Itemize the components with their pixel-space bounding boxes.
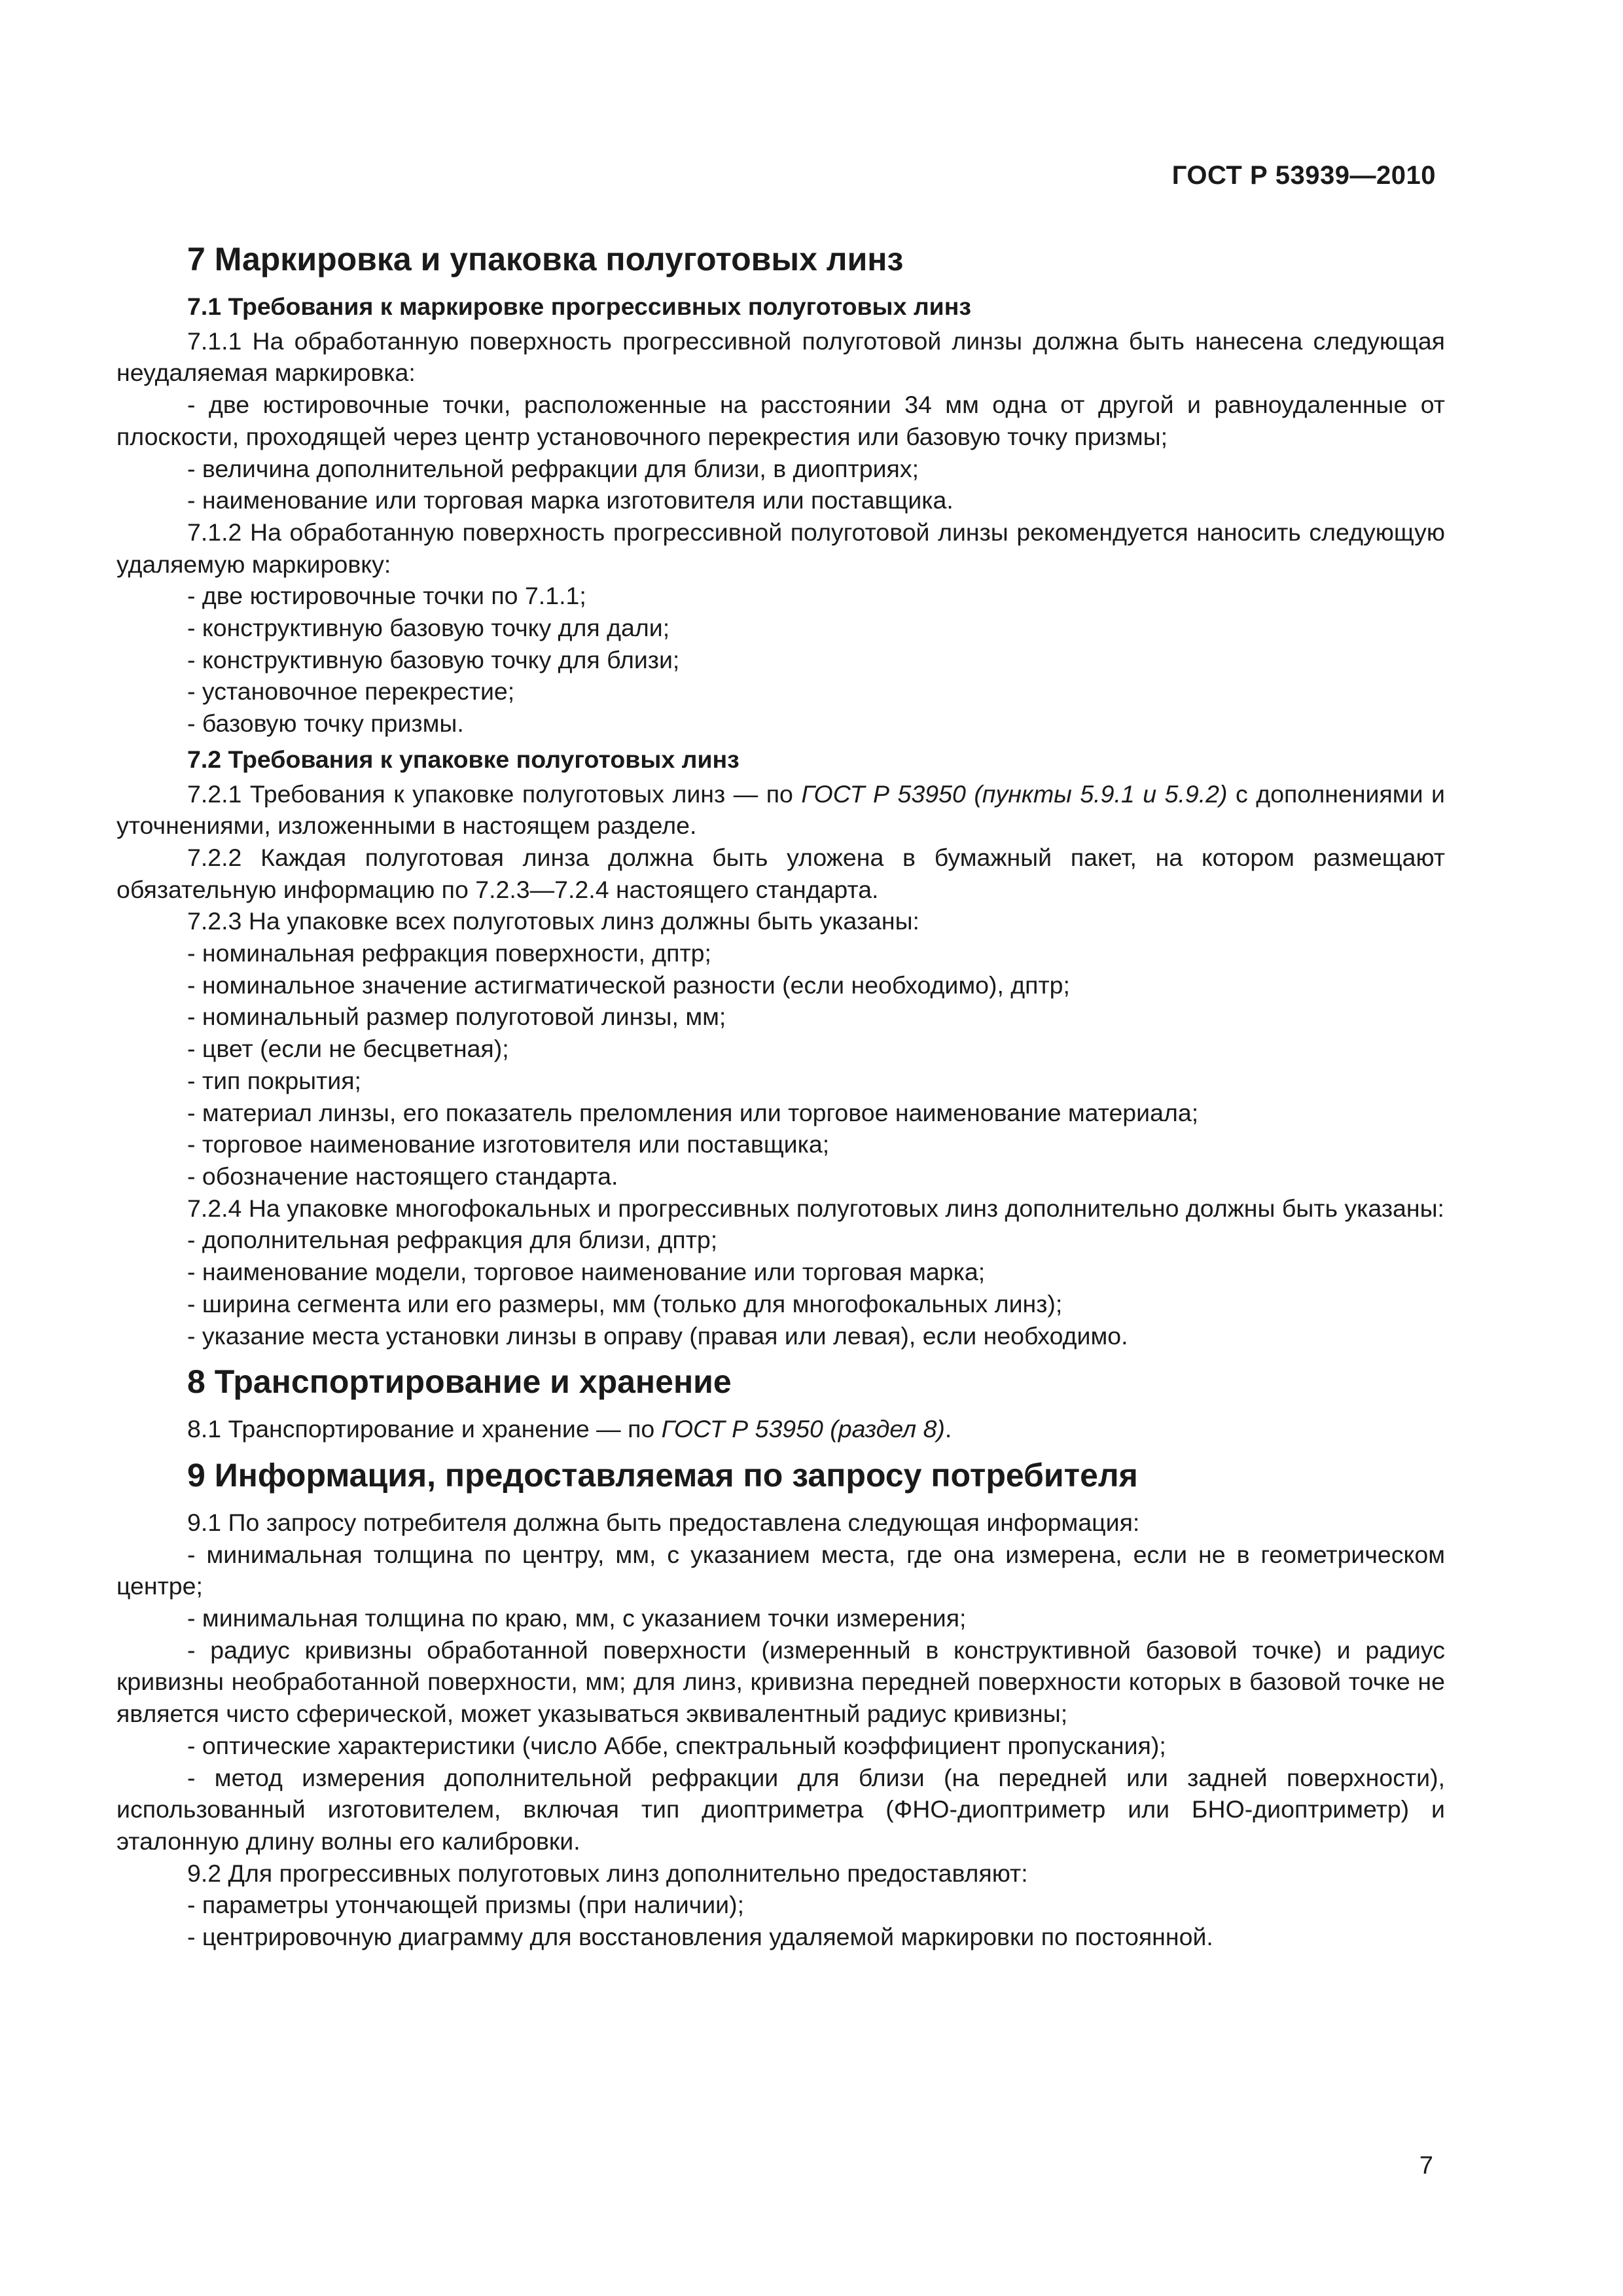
list-item: - минимальная толщина по краю, мм, с указанием точки измерения; [187,1604,967,1632]
list-item: - минимальная толщина по центру, мм, с указанием места, где она измерена, если не в геометрическом центре; [116,1540,1445,1600]
list-item: - номинальный размер полуготовой линзы, мм; [187,1003,726,1031]
list-item: - базовую точку призмы. [187,709,464,738]
standard-designation: ГОСТ Р 53939—2010 [1171,161,1436,190]
list-item: - конструктивную базовую точку для близи; [187,645,680,673]
list-item: - установочное перекрестие; [187,677,515,706]
standard-reference: ГОСТ Р 53950 (раздел 8) [661,1415,945,1443]
list-item: - наименование или торговая марка изготовителя или поставщика. [187,486,954,514]
list-item: - материал линзы, его показатель преломления или торговое наименование материала; [187,1098,1199,1126]
list-item: - две юстировочные точки по 7.1.1; [187,582,586,610]
list-item: - обозначение настоящего стандарта. [187,1162,618,1190]
paragraph-7-1-2: 7.1.2 На обработанную поверхность прогрессивной полуготовой линзы рекомендуется наносить следующую удаляемую маркировку: [116,518,1445,578]
list-item: - наименование модели, торговое наименование или торговая марка; [187,1258,986,1286]
subsection-7-1-heading: 7.1 Требования к маркировке прогрессивных полуготовых линз [187,293,972,320]
standard-reference: ГОСТ Р 53950 (пункты 5.9.1 и 5.9.2) [801,780,1228,808]
list-item: - две юстировочные точки, расположенные на расстоянии 34 мм одна от другой и равноудаленные от плоскости, проходящей через центр установочного перекрестия или базовую точку призмы; [116,391,1445,450]
paragraph-7-2-4: 7.2.4 На упаковке многофокальных и прогрессивных полуготовых линз дополнительно должны быть указаны: [187,1194,1444,1222]
list-item: - метод измерения дополнительной рефракции для близи (на передней или задней поверхности), использованный изготовителем, включая тип диоптриметра (ФНО-диоптриметр или БНО-диоптриметр) и эталонную длину волны его калибровки. [116,1763,1445,1855]
paragraph-7-2-2: 7.2.2 Каждая полуготовая линза должна быть уложена в бумажный пакет, на котором размещают обязательную информацию по 7.2.3—7.2.4 настоящего стандарта. [116,843,1445,903]
section-8-heading: 8 Транспортирование и хранение [187,1363,732,1401]
subsection-7-2-heading: 7.2 Требования к упаковке полуготовых линз [187,745,740,773]
list-item: - указание места установки линзы в оправу (правая или левая), если необходимо. [187,1321,1128,1350]
page-content [116,230,1445,1953]
list-item: - центрировочную диаграмму для восстановления удаляемой маркировки по постоянной. [187,1923,1213,1951]
paragraph-9-1: 9.1 По запросу потребителя должна быть предоставлена следующая информация: [187,1508,1140,1536]
paragraph-7-2-3: 7.2.3 На упаковке всех полуготовых линз должны быть указаны: [187,907,919,935]
list-item: - конструктивную базовую точку для дали; [187,614,670,642]
paragraph-text: . [944,1415,952,1443]
list-item: - параметры утончающей призмы (при наличии); [187,1891,745,1919]
list-item: - цвет (если не бесцветная); [187,1035,509,1063]
list-item: - дополнительная рефракция для близи, дптр; [187,1226,718,1254]
list-item: - номинальная рефракция поверхности, дптр; [187,939,711,967]
paragraph-8-1 [116,1413,1445,1445]
paragraph-9-2: 9.2 Для прогрессивных полуготовых линз дополнительно предоставляют: [187,1859,1028,1887]
section-9-heading: 9 Информация, предоставляемая по запросу потребителя [187,1456,1138,1494]
paragraph-7-1-1: 7.1.1 На обработанную поверхность прогрессивной полуготовой линзы должна быть нанесена следующая неудаляемая маркировка: [116,327,1445,387]
paragraph-text: с дополнениями и уточнениями, изложенными в настоящем разделе. [116,780,1445,840]
list-item: - величина дополнительной рефракции для близи, в диоптриях; [187,454,919,482]
list-item: - оптические характеристики (число Аббе, спектральный коэффициент пропускания); [187,1731,1166,1759]
paragraph-text: 7.2.1 Требования к упаковке полуготовых линз — по [187,780,802,808]
list-item: - номинальное значение астигматической разности (если необходимо), дптр; [187,971,1070,999]
page-number: 7 [1419,2152,1433,2179]
section-7-heading: 7 Маркировка и упаковка полуготовых линз [187,241,904,278]
paragraph-7-2-1 [116,778,1445,842]
list-item: - торговое наименование изготовителя или поставщика; [187,1130,830,1158]
paragraph-text: 8.1 Транспортирование и хранение — по [187,1415,662,1443]
list-item: - радиус кривизны обработанной поверхности (измеренный в конструктивной базовой точке) и радиус кривизны необработанной поверхности, мм; для линз, кривизна передней поверхности которых в базовой точке не является чисто сферической, может указываться эквивалентный радиус кривизны; [116,1636,1445,1728]
list-item: - тип покрытия; [187,1066,361,1094]
list-item: - ширина сегмента или его размеры, мм (только для многофокальных линз); [187,1289,1063,1318]
